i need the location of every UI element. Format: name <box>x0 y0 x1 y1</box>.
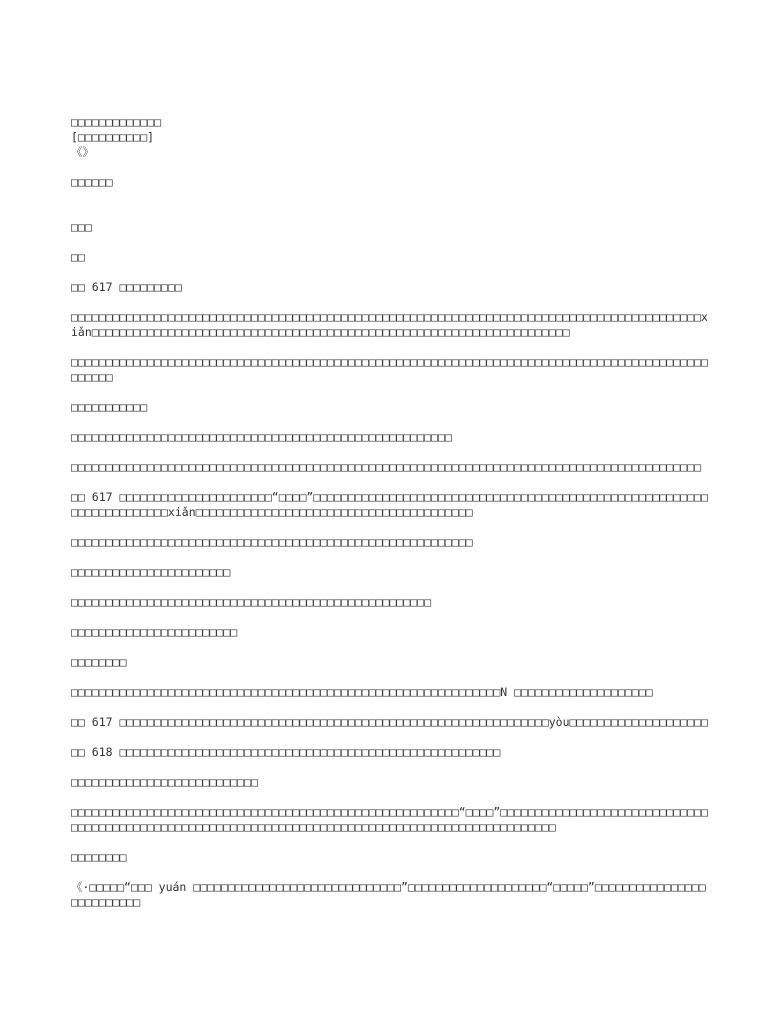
doc-paragraph: □□□□□□□□ <box>71 655 127 669</box>
doc-header-line-3: 《》 <box>71 145 94 159</box>
doc-paragraphs <box>71 175 711 910</box>
doc-paragraph: □□□□□□□□□□□□□□□□□□□□□□□□□□□□□□□□□□□□□□□□□□□□□□□□□□□□□□□□□□□□□□□□□□□□□□□□□□□□□□□□□□□□□□□□□□□xiǎn□□□□□□□□□□□□□□□□□□□□□□□□□□□□□□□□□□□□□□□□□□□□□□□□□□□□□□□□□□□□□□□□□□□□□ <box>71 310 708 339</box>
doc-paragraph: □□□□□□□□ <box>71 850 127 864</box>
doc-header-line-1: □□□□□□□□□□□□□ <box>71 115 162 129</box>
doc-paragraph: □□□ <box>71 220 92 234</box>
doc-paragraph: □□□□□□□□□□□□□□□□□□□□□□□□□□□□□□□□□□□□□□□□□□□□□□□□□□□□□□□□□□□□□□N □□□□□□□□□□□□□□□□□□□□ <box>71 685 653 699</box>
doc-paragraph: □□□□□□□□□□□□□□□□□□□□□□□ <box>71 565 231 579</box>
doc-paragraph: □□□□□□□□□□□□□□□□□□□□□□□□□□□□□□□□□□□□□□□□□□□□□□□□□□□□ <box>71 595 432 609</box>
doc-header-line-2: [□□□□□□□□□□] <box>71 130 155 144</box>
doc-paragraph: □□□□□□□□□□□ <box>71 400 148 414</box>
doc-paragraph: □□ 617 □□□□□□□□□□□□□□□□□□□□□□□□□□□□□□□□□□□□□□□□□□□□□□□□□□□□□□□□□□□□□□yòu□□□□□□□□□□□□□□□□□□□□ <box>71 715 708 729</box>
doc-paragraph: □□ 617 □□□□□□□□□ <box>71 280 182 294</box>
doc-paragraph: □□□□□□□□□□□□□□□□□□□□□□□□□□□□□□□□□□□□□□□□□□□□□□□□□□□□□□□□□□ <box>71 535 473 549</box>
doc-paragraph: □□ 618 □□□□□□□□□□□□□□□□□□□□□□□□□□□□□□□□□□□□□□□□□□□□□□□□□□□□□□□ <box>71 745 501 759</box>
doc-paragraph: □□□□□□□□□□□□□□□□□□□□□□□□□□□□□□□□□□□□□□□□□□□□□□□□□□□□□□□□□□□□□□□□□□□□□□□□□□□□□□□□□□□□□□□□□□□ <box>71 460 702 474</box>
doc-paragraph: 《·□□□□□“□□□ yuán □□□□□□□□□□□□□□□□□□□□□□□□□□□□□□”□□□□□□□□□□□□□□□□□□□□“□□□□□”□□□□□□□□□□□□□□□□□□□□□□□□□□ <box>71 880 706 909</box>
doc-paragraph: □□ 617 □□□□□□□□□□□□□□□□□□□□□□“□□□□”□□□□□□□□□□□□□□□□□□□□□□□□□□□□□□□□□□□□□□□□□□□□□□□□□□□□□□□□□□□□□□□□□□□□□□□xiǎn□□□□□□□□□□□□□□□□□□□□□□□□□□□□□□□□□□□□□□□□ <box>71 490 708 519</box>
doc-paragraph: □□□□□□□□□□□□□□□□□□□□□□□□ <box>71 625 238 639</box>
doc-paragraph: □□□□□□□□□□□□□□□□□□□□□□□□□□□ <box>71 775 258 789</box>
doc-paragraph: □□ <box>71 250 85 264</box>
doc-paragraph: □□□□□□□□□□□□□□□□□□□□□□□□□□□□□□□□□□□□□□□□□□□□□□□□□□□□□□□ <box>71 430 452 444</box>
document-body <box>71 115 711 910</box>
doc-paragraph: □□□□□□□□□□□□□□□□□□□□□□□□□□□□□□□□□□□□□□□□□□□□□□□□□□□□□□□□“□□□□”□□□□□□□□□□□□□□□□□□□□□□□□□□□□□□□□□□□□□□□□□□□□□□□□□□□□□□□□□□□□□□□□□□□□□□□□□□□□□□□□□□□□□□□□□□□□□□□□□□□□ <box>71 805 708 834</box>
doc-paragraph: □□□□□□□□□□□□□□□□□□□□□□□□□□□□□□□□□□□□□□□□□□□□□□□□□□□□□□□□□□□□□□□□□□□□□□□□□□□□□□□□□□□□□□□□□□□□□□□□□□ <box>71 355 708 384</box>
doc-paragraph: □□□□□□ <box>71 175 113 189</box>
